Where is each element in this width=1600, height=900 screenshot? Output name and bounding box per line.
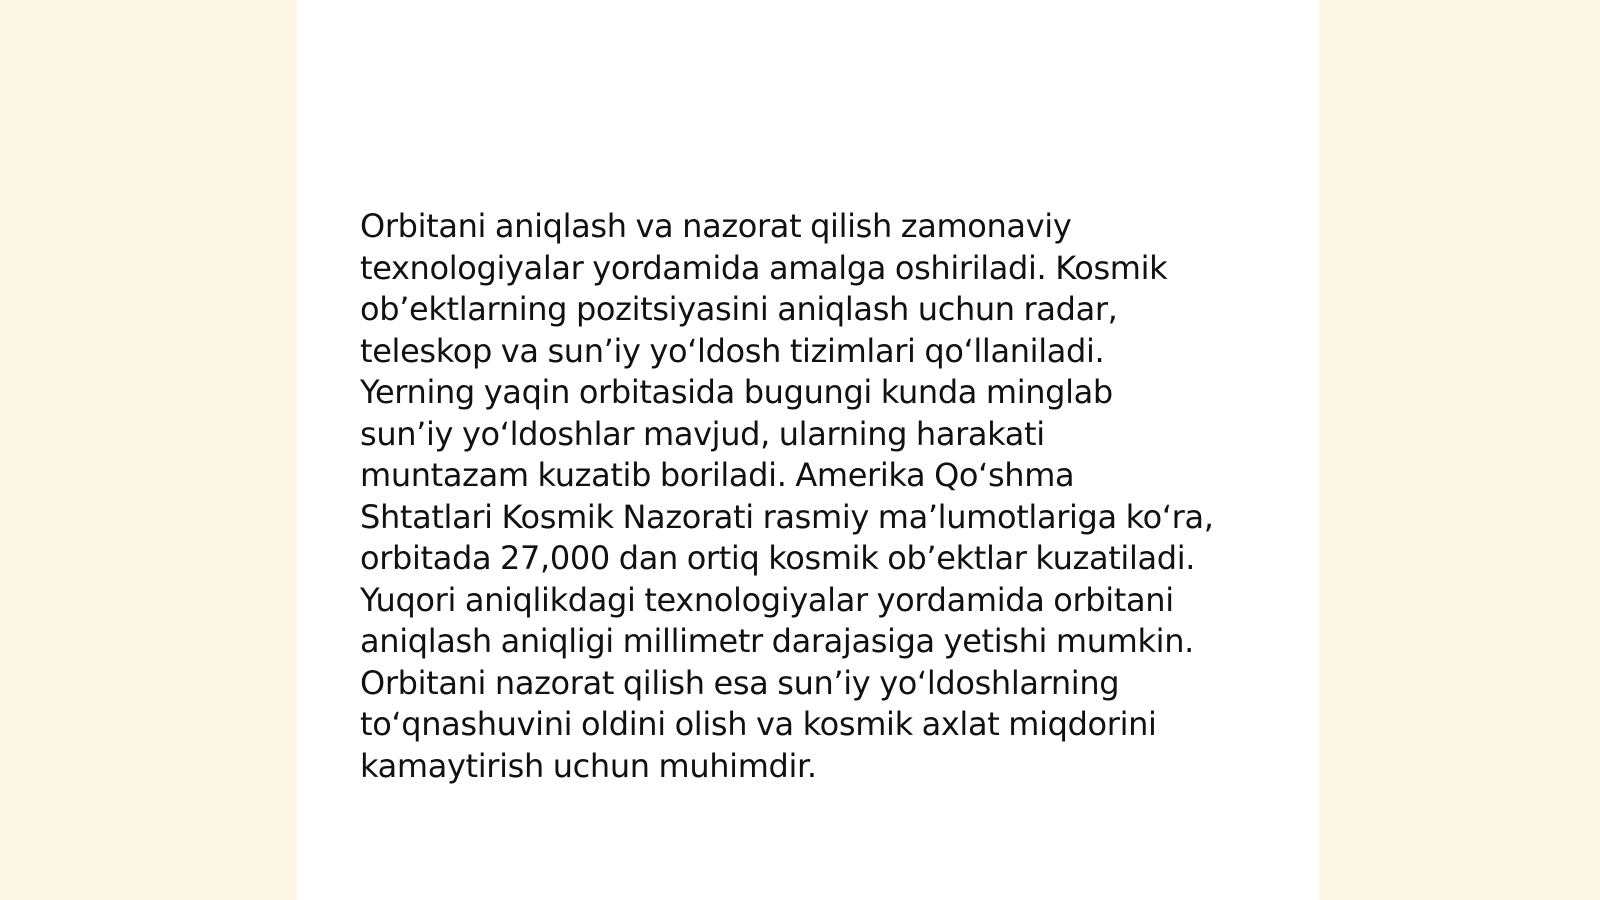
paragraph-line: orbitada 27,000 dan ortiq kosmik ob’ektlar kuzatiladi.: [360, 539, 1196, 577]
paragraph-line: Yuqori aniqlikdagi texnologiyalar yordamida orbitani: [360, 580, 1174, 619]
paragraph-line: Orbitani aniqlash va nazorat qilish zamonaviy: [360, 207, 1072, 245]
paragraph-line: Yerning yaqin orbitasida bugungi kunda minglab: [360, 373, 1113, 411]
body-paragraph: [360, 206, 1260, 787]
paragraph-line: texnologiyalar yordamida amalga oshiriladi. Kosmik: [360, 248, 1168, 287]
paragraph-line: sun’iy yo‘ldoshlar mavjud, ularning harakati: [360, 414, 1045, 453]
paragraph-line: aniqlash aniqligi millimetr darajasiga yetishi mumkin.: [360, 622, 1194, 660]
paragraph-line: Orbitani nazorat qilish esa sun’iy yo‘ldoshlarning: [360, 663, 1120, 702]
paragraph-line: Shtatlari Kosmik Nazorati rasmiy ma’lumotlariga ko‘ra,: [360, 497, 1214, 536]
paragraph-line: muntazam kuzatib boriladi. Amerika Qo‘shma: [360, 456, 1075, 494]
paragraph-line: to‘qnashuvini oldini olish va kosmik axlat miqdorini: [360, 705, 1157, 743]
document-page: [297, 0, 1319, 900]
paragraph-line: kamaytirish uchun muhimdir.: [360, 746, 817, 785]
paragraph-line: ob’ektlarning pozitsiyasini aniqlash uchun radar,: [360, 290, 1118, 328]
paragraph-line: teleskop va sun’iy yo‘ldosh tizimlari qo‘llaniladi.: [360, 331, 1105, 370]
